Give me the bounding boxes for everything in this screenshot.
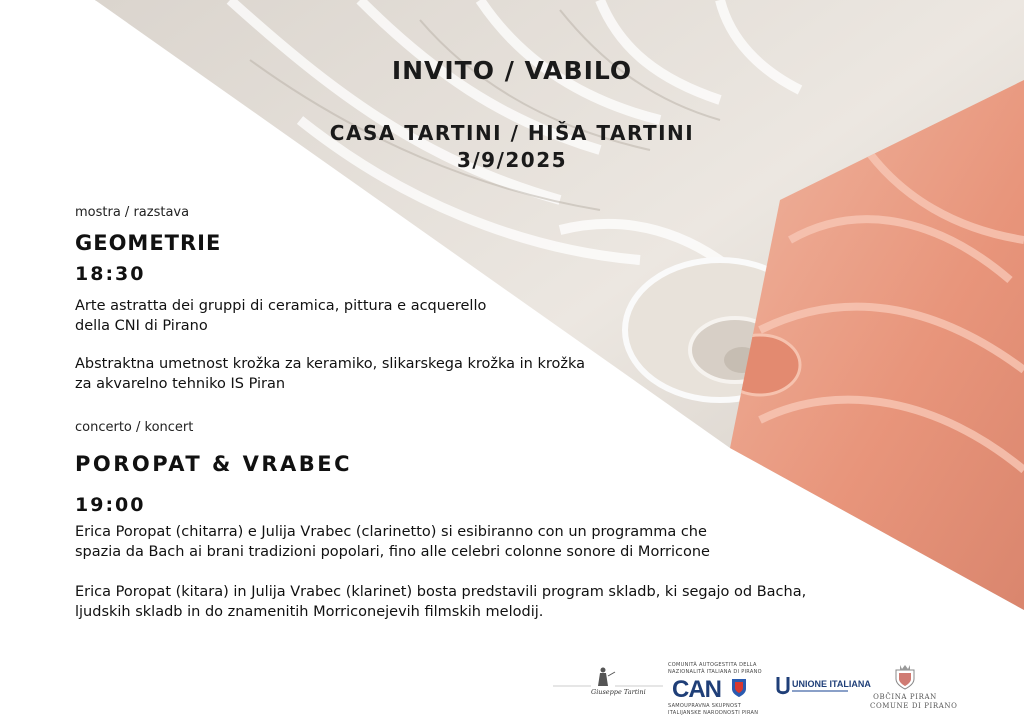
unione-italiana-u-icon <box>776 676 790 698</box>
exhibition-desc-sl-line1: Abstraktna umetnost krožka za keramiko, slikarskega krožka in krožka <box>75 356 586 372</box>
tartini-logo-text: Giuseppe Tartini <box>591 688 646 696</box>
concert-desc-it-line2: spazia da Bach ai brani tradizioni popolari, fino alle celebri colonne sonore di Morricone <box>75 544 710 560</box>
can-logo <box>668 662 762 720</box>
concert-type: concerto / koncert <box>75 420 194 435</box>
concert-name: POROPAT & VRABEC <box>75 452 353 476</box>
exhibition-desc-it-line2: della CNI di Pirano <box>75 318 208 334</box>
piran-coat-of-arms-icon <box>894 664 916 690</box>
venue: CASA TARTINI / HIŠA TARTINI <box>329 121 695 145</box>
tartini-logo <box>553 664 663 698</box>
can-top-line2: NAZIONALITÀ ITALIANA DI PIRANO <box>668 669 762 675</box>
can-shield-icon <box>732 679 746 697</box>
concert-desc-sl-line2: ljudskih skladb in do znamenitih Morriconejevih filmskih melodij. <box>75 604 544 620</box>
can-mark: CAN <box>672 676 721 703</box>
concert-desc-it-line1: Erica Poropat (chitarra) e Julija Vrabec (clarinetto) si esibiranno con un programma che <box>75 524 707 540</box>
can-bottom-line2: ITALIJANSKE NARODNOSTI PIRAN <box>668 710 759 716</box>
exhibition-type: mostra / razstava <box>75 205 190 220</box>
concert-desc-sl-line1: Erica Poropat (kitara) in Julija Vrabec (klarinet) bosta predstavili program skladb, ki segajo od Bacha, <box>75 584 807 600</box>
exhibition-desc-it-line1: Arte astratta dei gruppi di ceramica, pittura e acquerello <box>75 298 487 314</box>
can-top-line1: COMUNITÀ AUTOGESTITA DELLA <box>668 662 757 668</box>
event-date: 3/9/2025 <box>456 148 568 172</box>
piran-line2: COMUNE DI PIRANO <box>870 702 958 710</box>
concert-time: 19:00 <box>75 494 146 516</box>
can-bottom-line1: SAMOUPRAVNA SKUPNOST <box>668 703 742 709</box>
exhibition-desc-sl-line2: za akvarelno tehniko IS Piran <box>75 376 286 392</box>
unione-italiana-subline <box>792 690 848 692</box>
unione-italiana-text: UNIONE ITALIANA <box>792 679 871 689</box>
piran-line1: OBČINA PIRAN <box>873 693 937 701</box>
invitation-title: INVITO / VABILO <box>391 56 633 85</box>
unione-italiana-logo <box>776 676 871 700</box>
exhibition-time: 18:30 <box>75 263 146 285</box>
piran-logo <box>870 664 958 714</box>
exhibition-name: GEOMETRIE <box>75 231 222 255</box>
